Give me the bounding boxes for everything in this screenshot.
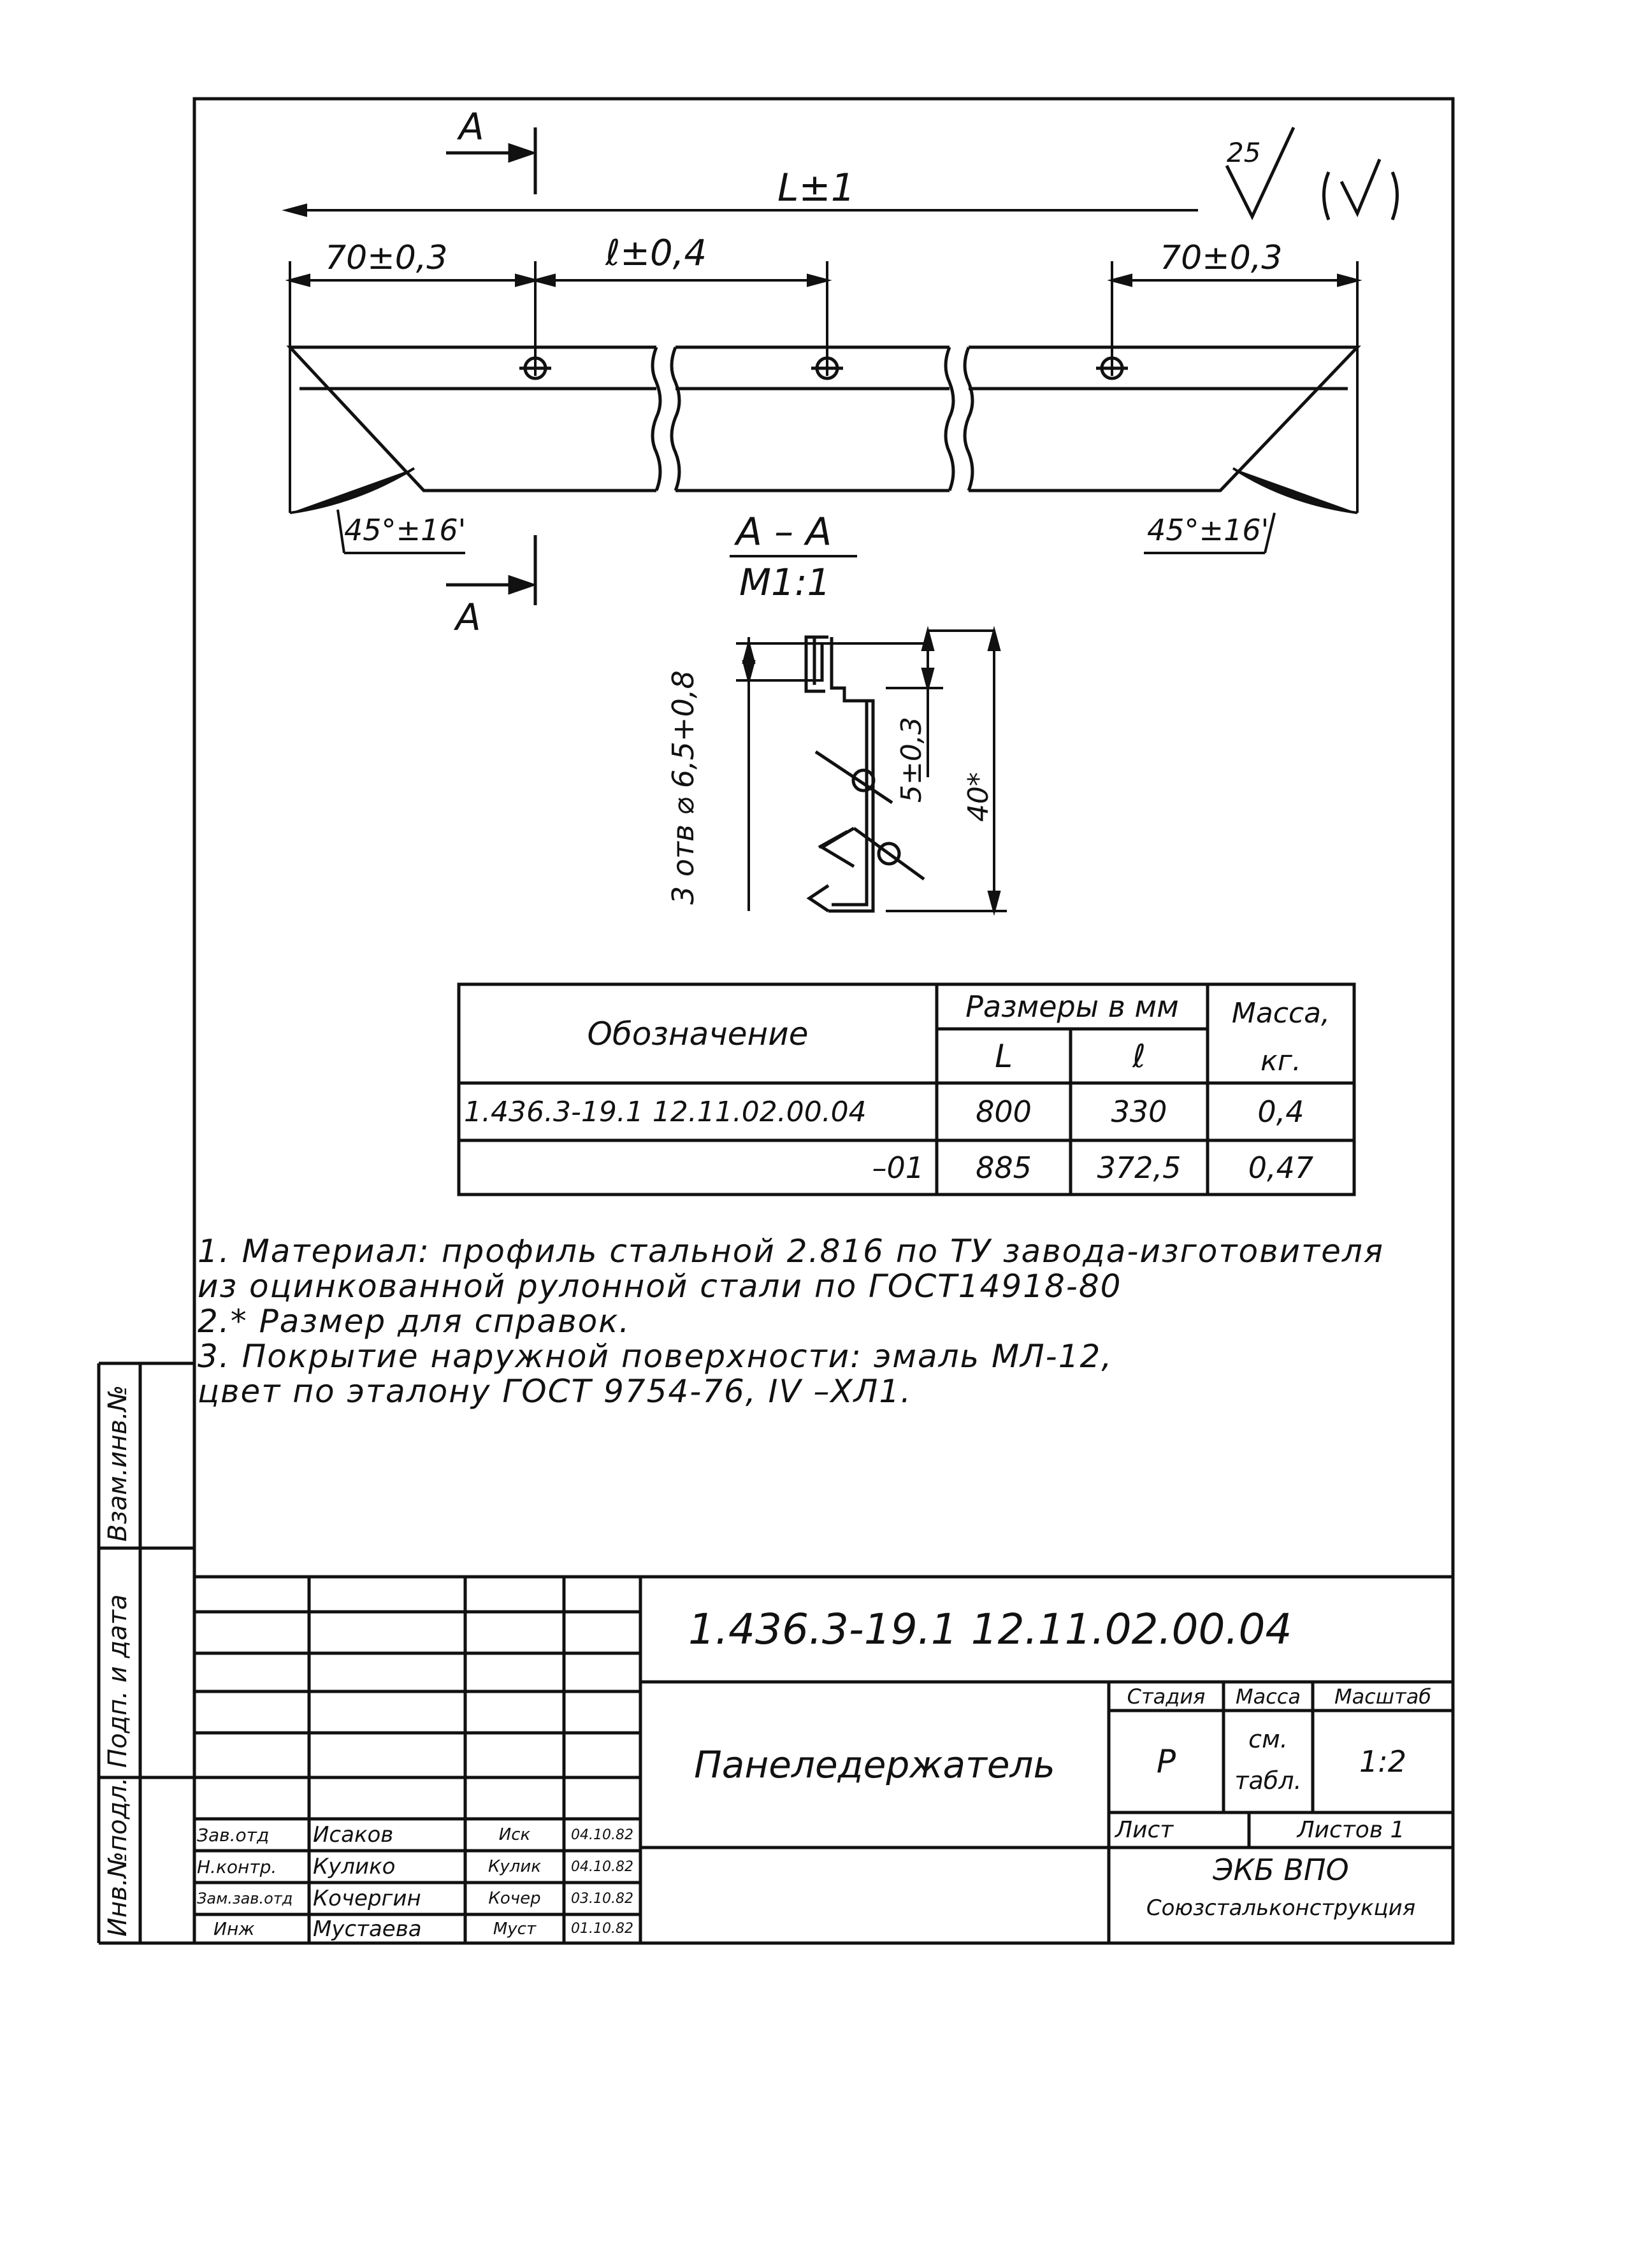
section-label-bottom: A <box>456 596 481 639</box>
row-2-designation: –01 <box>872 1150 924 1185</box>
col-designation: Обозначение <box>587 1015 809 1052</box>
sig-3-date: 03.10.82 <box>571 1890 633 1907</box>
row-1-l: 330 <box>1111 1095 1167 1129</box>
mass-header: Масса <box>1235 1684 1301 1709</box>
sig-4-role: Инж <box>213 1918 255 1939</box>
dim-left: 70±0,3 <box>325 239 448 277</box>
row-2-mass: 0,47 <box>1248 1150 1314 1185</box>
sig-3-role: Зам.зав.отд <box>197 1890 293 1907</box>
sheets-label: Листов 1 <box>1297 1817 1405 1843</box>
sig-1-role: Зав.отд <box>197 1824 270 1846</box>
note-line-5: цвет по эталону ГОСТ 9754-76, IV –ХЛ1. <box>198 1373 913 1410</box>
dim-5: 5±0,3 <box>895 717 928 803</box>
sig-1-name: Исаков <box>313 1822 394 1848</box>
section-label-top: A <box>459 105 484 148</box>
side-label-inv-replace: Взам.инв.№ <box>103 1384 133 1542</box>
sig-1-date: 04.10.82 <box>571 1827 633 1843</box>
col-mass: Масса, <box>1231 996 1331 1030</box>
angle-left-label: 45°±16' <box>344 513 466 547</box>
row-1-mass: 0,4 <box>1257 1095 1304 1129</box>
stage-header: Стадия <box>1127 1684 1206 1709</box>
sig-4-name: Мустаева <box>313 1916 422 1942</box>
doc-number: 1.436.3-19.1 12.11.02.00.04 <box>688 1605 1292 1654</box>
sig-2-name: Кулико <box>313 1854 396 1879</box>
holes-note: 3 отв ⌀ 6,5+0,8 <box>666 670 700 905</box>
org-line-2: Союзстальконструкция <box>1146 1895 1416 1921</box>
col-l: ℓ <box>1132 1037 1146 1075</box>
dim-pitch: ℓ±0,4 <box>605 233 707 274</box>
scale-header: Масштаб <box>1334 1684 1432 1709</box>
dim-40: 40* <box>962 772 995 822</box>
sig-3-name: Кочергин <box>313 1886 421 1911</box>
org-line-1: ЭКБ ВПО <box>1213 1853 1349 1887</box>
note-line-4: 3. Покрытие наружной поверхности: эмаль МЛ-12, <box>198 1338 1113 1375</box>
sig-2-sign: Кулик <box>487 1857 542 1876</box>
note-line-2: из оцинкованной рулонной стали по ГОСТ14918-80 <box>198 1268 1122 1305</box>
row-2-L: 885 <box>976 1150 1032 1185</box>
dim-right: 70±0,3 <box>1160 239 1283 277</box>
row-1-L: 800 <box>976 1095 1032 1129</box>
row-1-designation: 1.436.3-19.1 12.11.02.00.04 <box>464 1095 867 1128</box>
sig-4-date: 01.10.82 <box>571 1921 633 1937</box>
roughness-value: 25 <box>1227 137 1261 168</box>
col-mass-unit: кг. <box>1260 1044 1301 1077</box>
sig-1-sign: Иск <box>498 1825 531 1844</box>
section-scale: M1:1 <box>739 561 831 604</box>
sig-2-date: 04.10.82 <box>571 1858 633 1875</box>
sig-2-role: Н.контр. <box>197 1856 277 1877</box>
section-title: A – A <box>736 510 832 554</box>
scale-value: 1:2 <box>1359 1744 1407 1779</box>
sig-4-sign: Муст <box>493 1919 537 1939</box>
mass-value-2: табл. <box>1234 1767 1302 1795</box>
part-plan-view <box>290 347 1357 491</box>
col-sizes: Размеры в мм <box>965 989 1179 1024</box>
overall-length-label: L±1 <box>777 166 855 210</box>
sig-3-sign: Кочер <box>488 1889 541 1908</box>
mass-value-1: см. <box>1248 1725 1288 1753</box>
row-2-l: 372,5 <box>1097 1150 1181 1185</box>
side-label-sign-date: Подп. и дата <box>103 1594 133 1768</box>
col-L: L <box>995 1037 1013 1075</box>
side-label-inv-orig: Инв.№подл. <box>103 1777 133 1937</box>
overall-length-dim <box>287 205 1198 215</box>
stage-value: Р <box>1156 1743 1176 1780</box>
note-line-3: 2.* Размер для справок. <box>198 1303 631 1340</box>
angle-right-label: 45°±16' <box>1147 513 1269 547</box>
sheet-label: Лист <box>1115 1817 1174 1843</box>
note-line-1: 1. Материал: профиль стальной 2.816 по ТУ завода-изготовителя <box>198 1233 1384 1270</box>
part-name: Панеледержатель <box>694 1743 1055 1786</box>
